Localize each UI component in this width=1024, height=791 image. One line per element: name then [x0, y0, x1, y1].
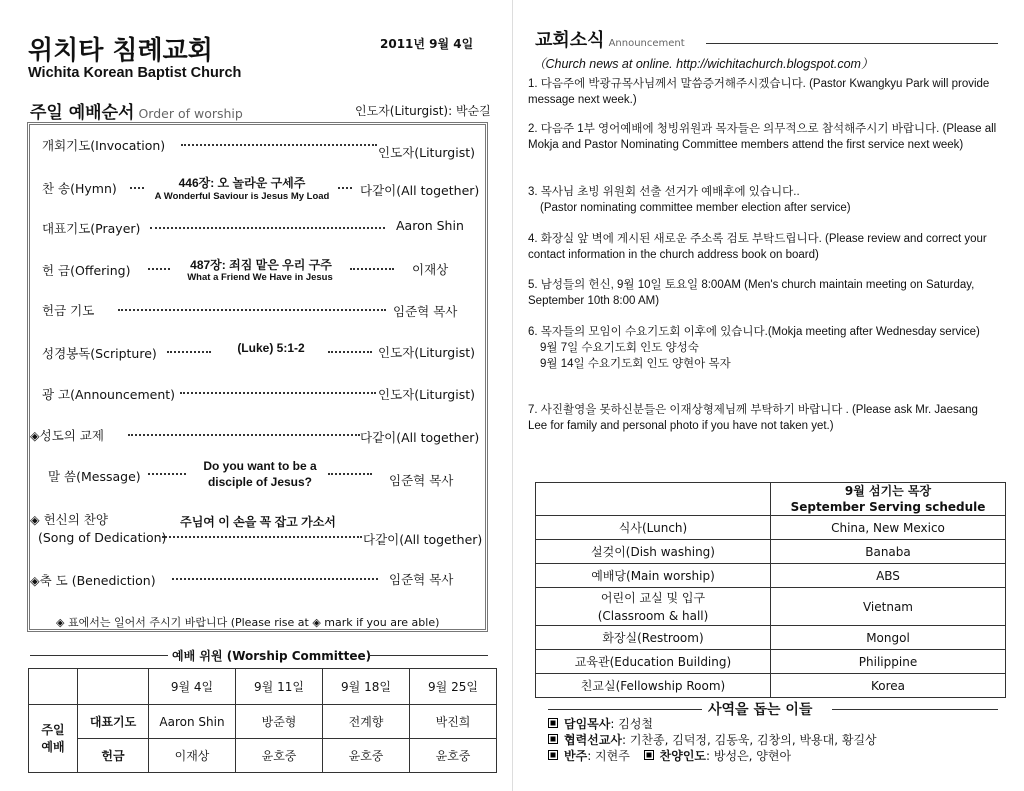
committee-role: 헌금 [78, 739, 149, 773]
order-heading-en: Order of worship [138, 106, 243, 121]
news-line: 4. 화장실 앞 벽에 게시된 새로운 주소록 검토 부탁드립니다. (Please review and correct your contact information in the church address book on board) [528, 233, 987, 261]
dotted-leader [150, 227, 385, 229]
section-rule [548, 709, 702, 710]
serving-title-ko: 9월 섬기는 목장 [844, 484, 932, 498]
helper-label: 찬양인도 [659, 749, 707, 763]
serving-row [536, 650, 1006, 674]
church-name-en: Wichita Korean Baptist Church [28, 65, 242, 81]
serving-group: Philippine [771, 650, 1006, 674]
news-item [528, 231, 998, 263]
serving-row [536, 674, 1006, 698]
serving-row [536, 540, 1006, 564]
serving-task: 어린이 교실 및 입구 (Classroom & hall) [536, 588, 771, 626]
news-heading-en: Announcement [608, 38, 685, 49]
committee-header-row [29, 669, 497, 705]
news-heading [535, 26, 685, 52]
news-line: 6. 목자들의 모임이 수요기도회 이후에 있습니다.(Mokja meeting after Wednesday service) [528, 326, 980, 338]
serving-task: 화장실(Restroom) [536, 626, 771, 650]
page-divider [512, 0, 513, 791]
order-item-label: ◈성도의 교제 [30, 428, 104, 443]
committee-cell: Aaron Shin [149, 705, 236, 739]
news-line: 1. 다음주에 박광규목사님께서 말씀증거해주시겠습니다. (Pastor Kwangkyu Park will provide message next week.) [528, 78, 990, 106]
serving-task: 친교실(Fellowship Room) [536, 674, 771, 698]
serving-schedule-table [535, 482, 1006, 698]
liturgist-line: 인도자(Liturgist): 박순길 [355, 104, 491, 118]
order-item-label: 성경봉독(Scripture) [42, 346, 157, 361]
committee-cell: 이재상 [149, 739, 236, 773]
order-item-leader: 인도자(Liturgist) [378, 387, 475, 402]
section-rule [368, 655, 488, 656]
helper-line [548, 715, 653, 732]
serving-header-row [536, 483, 1006, 516]
section-rule [706, 43, 998, 44]
order-item-leader: 이재상 [412, 262, 449, 277]
helper-value: : 기찬종, 김덕정, 김동욱, 김창의, 박용대, 황길상 [621, 733, 877, 747]
dedication-song-title: 주님여 이 손을 꼭 잡고 가소서 [180, 515, 336, 529]
news-line: 7. 사진촬영을 못하신분들은 이재상형제님께 부탁하기 바랍니다 . (Please ask Mr. Jaesang Lee for family and personal photo if you have not taken yet.) [528, 404, 978, 432]
order-heading [30, 98, 243, 123]
order-item-label: 대표기도(Prayer) [42, 221, 141, 236]
empty-cell [536, 483, 771, 516]
helper-value: : 김성철 [610, 717, 654, 731]
news-line: 2. 다음주 1부 영어예배에 청빙위원과 목자들은 의무적으로 참석해주시기 바랍니다. (Please all Mokja and Pastor Nominating Committee members attend the first service next week) [528, 123, 997, 151]
empty-cell [78, 669, 149, 705]
square-bullet-icon [548, 718, 558, 728]
bulletin-date: 2011년 9월 4일 [380, 37, 474, 51]
committee-row [29, 739, 497, 773]
hymn-subtitle: What a Friend We Have in Jesus [187, 272, 333, 283]
dotted-leader [181, 144, 377, 146]
helper-line [548, 747, 791, 764]
square-bullet-icon [644, 750, 654, 760]
serving-task: 교육관(Education Building) [536, 650, 771, 674]
committee-date: 9월 11일 [236, 669, 323, 705]
section-rule [832, 709, 998, 710]
church-name-ko: 위치타 침례교회 [28, 36, 213, 66]
order-item-label: ◈ 헌신의 찬양 [30, 512, 108, 527]
dotted-leader [118, 309, 386, 311]
helper-label: 반주 [564, 749, 588, 763]
committee-cell: 윤호중 [323, 739, 410, 773]
committee-title: 예배 위원 (Worship Committee) [172, 649, 372, 663]
serving-row [536, 588, 1006, 626]
serving-group: Banaba [771, 540, 1006, 564]
helper-line [548, 731, 877, 748]
square-bullet-icon [548, 750, 558, 760]
helper-value: : 지현주 [587, 749, 630, 763]
news-subtitle: （Church news at online. http://wichitachurch.blogspot.com） [533, 57, 874, 71]
hymn-subtitle: A Wonderful Saviour is Jesus My Load [154, 191, 330, 202]
order-item-label: 찬 송(Hymn) [42, 181, 117, 196]
order-item-label: 개회기도(Invocation) [42, 138, 166, 153]
serving-row [536, 516, 1006, 540]
committee-cell: 박진희 [410, 705, 497, 739]
dotted-leader [180, 392, 376, 394]
hymn-title: 487장: 죄짐 맡은 우리 구주 [190, 258, 332, 272]
committee-role: 대표기도 [78, 705, 149, 739]
news-item [528, 324, 998, 372]
committee-row [29, 705, 497, 739]
serving-title-en: September Serving schedule [790, 500, 986, 514]
dotted-leader [162, 536, 362, 538]
order-item-leader: 다같이(All together) [360, 183, 480, 198]
news-line: 5. 남성들의 헌신, 9월 10일 토요일 8:00AM (Men's church maintain meeting on Saturday, September 10th 8:00 AM) [528, 279, 975, 307]
dotted-leader [350, 268, 394, 270]
serving-task: 예배당(Main worship) [536, 564, 771, 588]
message-title: Do you want to be a [203, 459, 317, 473]
dotted-leader [338, 187, 352, 189]
rise-note: ◈ 표에서는 일어서 주시기 바랍니다 (Please rise at ◈ mark if you are able) [56, 616, 440, 629]
order-item-label: 헌금 기도 [42, 303, 95, 318]
news-line: 3. 목사님 초빙 위원회 선출 선거가 예배후에 있습니다.. [528, 186, 800, 198]
dotted-leader [148, 268, 170, 270]
order-item-leader: 임준혁 목사 [389, 572, 454, 587]
order-item-label: 광 고(Announcement) [42, 387, 176, 402]
dotted-leader [167, 351, 211, 353]
hymn-title: 446장: 오 놀라운 구세주 [178, 176, 306, 190]
news-heading-ko: 교회소식 [535, 30, 605, 51]
serving-task: 설겆이(Dish washing) [536, 540, 771, 564]
order-item-label: 헌 금(Offering) [42, 263, 131, 278]
committee-cell: 윤호중 [236, 739, 323, 773]
news-item [528, 402, 998, 434]
committee-cell: 윤호중 [410, 739, 497, 773]
serving-row [536, 564, 1006, 588]
serving-title [771, 483, 1006, 516]
dotted-leader [328, 473, 372, 475]
order-item-leader: 인도자(Liturgist) [378, 145, 475, 160]
serving-row [536, 626, 1006, 650]
serving-group: Mongol [771, 626, 1006, 650]
news-line: (Pastor nominating committee member election after service) [540, 202, 851, 214]
order-heading-ko: 주일 예배순서 [30, 103, 135, 123]
serving-group: Vietnam [771, 588, 1006, 626]
news-line: 9월 14일 수요기도회 인도 양현아 목자 [540, 358, 731, 370]
helper-label: 협력선교사 [564, 733, 622, 747]
serving-task: 식사(Lunch) [536, 516, 771, 540]
serving-group: ABS [771, 564, 1006, 588]
empty-cell [29, 669, 78, 705]
helper-value: : 방성은, 양현아 [706, 749, 792, 763]
order-item-label: ◈축 도 (Benediction) [30, 573, 156, 588]
news-item [528, 277, 998, 309]
order-item-label-en: (Song of Dedication) [38, 530, 167, 545]
order-item-leader: 인도자(Liturgist) [378, 345, 475, 360]
committee-cell: 전계향 [323, 705, 410, 739]
order-item-leader: 임준혁 목사 [393, 304, 458, 319]
dotted-leader [128, 434, 360, 436]
dotted-leader [328, 351, 372, 353]
news-line: 9월 7일 수요기도회 인도 양성숙 [540, 342, 699, 354]
order-item-leader: 다같이(All together) [360, 430, 480, 445]
order-item-label: 말 씀(Message) [48, 469, 141, 484]
scripture-reference: (Luke) 5:1-2 [237, 341, 305, 355]
serving-group: China, New Mexico [771, 516, 1006, 540]
section-rule [30, 655, 168, 656]
news-item [528, 76, 998, 108]
order-item-leader: Aaron Shin [396, 218, 464, 233]
news-item [528, 121, 998, 153]
message-title-line2: disciple of Jesus? [207, 475, 313, 489]
dotted-leader [130, 187, 144, 189]
news-item [528, 184, 998, 216]
dotted-leader [172, 578, 378, 580]
committee-date: 9월 25일 [410, 669, 497, 705]
helper-label: 담임목사 [564, 717, 611, 731]
order-item-leader: 다같이(All together) [363, 532, 483, 547]
committee-table [28, 668, 497, 773]
committee-cell: 방준형 [236, 705, 323, 739]
serving-group: Korea [771, 674, 1006, 698]
order-item-leader: 임준혁 목사 [389, 473, 454, 488]
helpers-title: 사역을 돕는 이들 [708, 702, 813, 718]
committee-date: 9월 4일 [149, 669, 236, 705]
dotted-leader [148, 473, 186, 475]
committee-date: 9월 18일 [323, 669, 410, 705]
committee-group: 주일 예배 [29, 705, 78, 773]
square-bullet-icon [548, 734, 558, 744]
